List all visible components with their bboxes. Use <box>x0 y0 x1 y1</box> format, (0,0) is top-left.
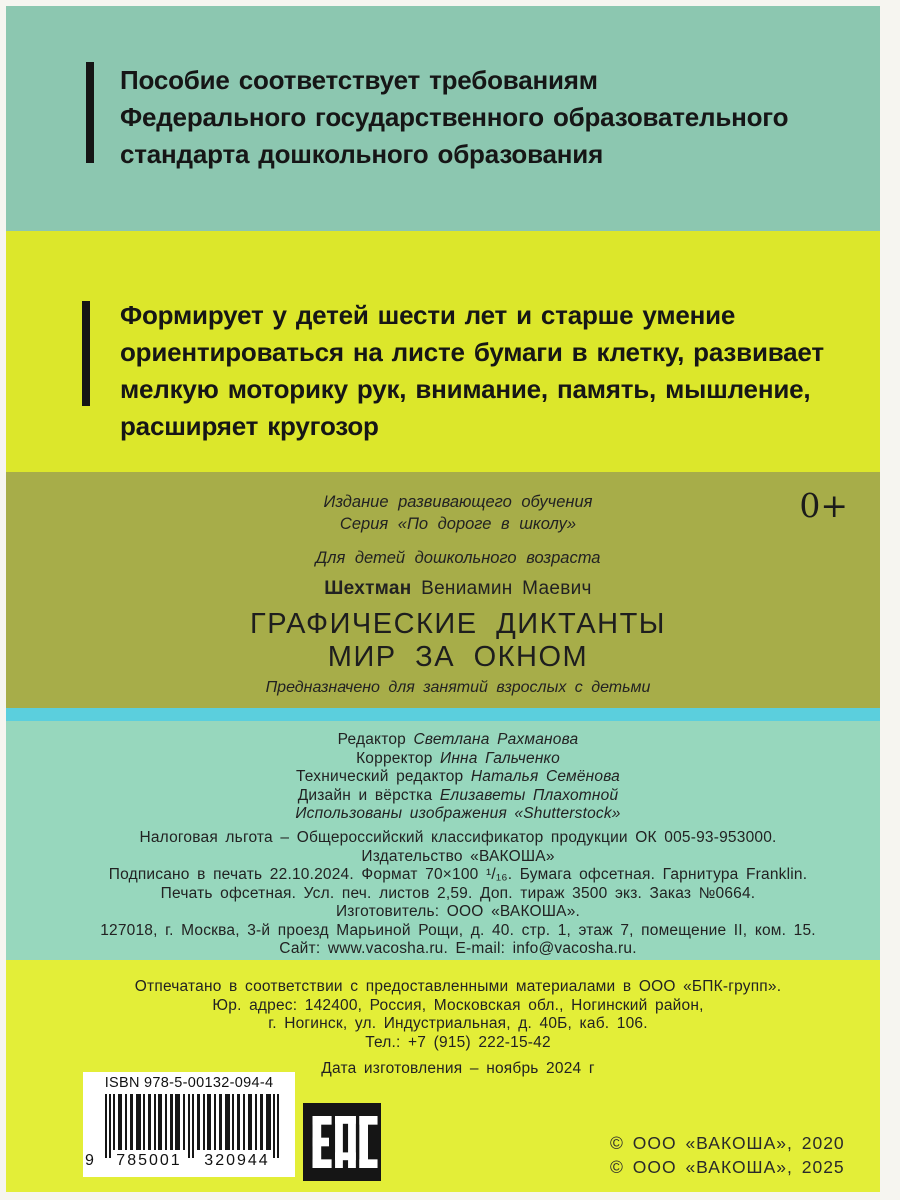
fgos-line: Пособие соответствует требованиям <box>120 65 598 95</box>
credit-line <box>46 731 870 750</box>
copyright-line: © ООО «ВАКОША», 2020 <box>610 1133 845 1153</box>
printer-line: Отпечатано в соответствии с предоставленными материалами в ООО «БПК-групп». <box>134 978 782 995</box>
images-credit-line: Использованы изображения «Shutterstock» <box>295 805 621 822</box>
credit-role: Корректор <box>356 749 433 767</box>
printer-line: г. Ногинск, ул. Индустриальная, д. 40Б, каб. 106. <box>268 1015 648 1032</box>
benefits-line: ориентироваться на листе бумаги в клетку, развивает <box>120 337 824 367</box>
fgos-statement <box>120 62 788 173</box>
barcode-bars-icon <box>95 1094 287 1160</box>
benefits-line: мелкую моторику рук, внимание, память, мышление, <box>120 374 811 404</box>
quote-rule-bar <box>86 62 94 163</box>
fgos-line: Федерального государственного образовательного <box>120 102 789 132</box>
book-subtitle: МИР ЗА ОКНОМ <box>327 641 589 673</box>
manufacturer-line: Сайт: www.vacosha.ru. E-mail: info@vacosha.ru. <box>279 940 637 957</box>
manufacturer-line: Изготовитель: ООО «ВАКОША». <box>335 903 581 920</box>
fgos-banner-section <box>6 6 880 231</box>
credit-name: Инна Гальченко <box>440 749 560 767</box>
imprint-section <box>6 721 880 960</box>
benefits-line: Формирует у детей шести лет и старше умение <box>120 300 736 330</box>
credit-role: Редактор <box>337 731 406 748</box>
credit-line <box>46 787 870 806</box>
imprint-line: Издательство «ВАКОША» <box>361 847 555 865</box>
author-surname: Шехтман <box>324 578 412 599</box>
printer-block <box>46 978 870 1052</box>
benefits-statement <box>120 297 824 445</box>
author-given-name: Вениамин Маевич <box>421 578 592 599</box>
barcode-digit-group: 9 <box>85 1152 96 1169</box>
copyright-line: © ООО «ВАКОША», 2025 <box>610 1156 845 1177</box>
book-title: ГРАФИЧЕСКИЕ ДИКТАНТЫ <box>250 608 666 640</box>
benefits-banner-section <box>6 231 880 472</box>
imprint-line: Налоговая льгота – Общероссийский классификатор продукции ОК 005-93-953000. <box>139 829 777 846</box>
credit-line <box>46 768 870 787</box>
age-rating-badge: 0+ <box>799 486 848 525</box>
barcode-digit-group: 320944 <box>204 1152 270 1169</box>
imprint-line: Печать офсетная. Усл. печ. листов 2,59. Доп. тираж 3500 экз. Заказ №0664. <box>160 884 756 902</box>
cyan-divider <box>6 708 880 721</box>
credit-name: Елизаветы Плахотной <box>439 786 619 804</box>
copyright-block <box>610 1132 845 1179</box>
isbn-number: ISBN 978-5-00132-094-4 <box>104 1075 274 1091</box>
credits-block <box>46 731 870 824</box>
credit-role: Технический редактор <box>296 768 464 785</box>
manufacturer-line: 127018, г. Москва, 3-й проезд Марьиной Рощи, д. 40. стр. 1, этаж 7, помещение II, ком. 15. <box>100 921 816 939</box>
print-imprint-block <box>46 829 870 903</box>
usage-note: Предназначено для занятий взрослых с детьми <box>265 679 651 696</box>
series-name: Серия «По дороге в школу» <box>339 515 577 533</box>
printer-line: Тел.: +7 (915) 222-15-42 <box>365 1033 551 1051</box>
quote-rule-bar <box>82 301 90 406</box>
printer-line: Юр. адрес: 142400, Россия, Московская обл., Ногинский район, <box>212 996 704 1014</box>
barcode-digit-group: 785001 <box>116 1152 182 1169</box>
imprint-line: Подписано в печать 22.10.2024. Формат 70×100 ¹/₁₆. Бумага офсетная. Гарнитура Franklin. <box>108 866 808 883</box>
manufacture-date-line: Дата изготовления – ноябрь 2024 г <box>321 1060 595 1077</box>
fgos-line: стандарта дошкольного образования <box>120 139 604 169</box>
isbn-barcode <box>83 1072 295 1177</box>
book-back-cover <box>6 6 880 1192</box>
credit-name: Светлана Рахманова <box>413 731 579 748</box>
credit-role: Дизайн и вёрстка <box>297 786 433 804</box>
printer-section <box>6 960 880 1192</box>
eac-mark-icon <box>303 1103 381 1181</box>
edition-type: Издание развивающего обучения <box>323 493 593 511</box>
benefits-line: расширяет кругозор <box>120 411 379 441</box>
credit-line <box>46 750 870 769</box>
author-name <box>46 578 870 600</box>
audience-note: Для детей дошкольного возраста <box>315 549 601 567</box>
credit-name: Наталья Семёнова <box>470 768 620 785</box>
title-section <box>6 472 880 708</box>
